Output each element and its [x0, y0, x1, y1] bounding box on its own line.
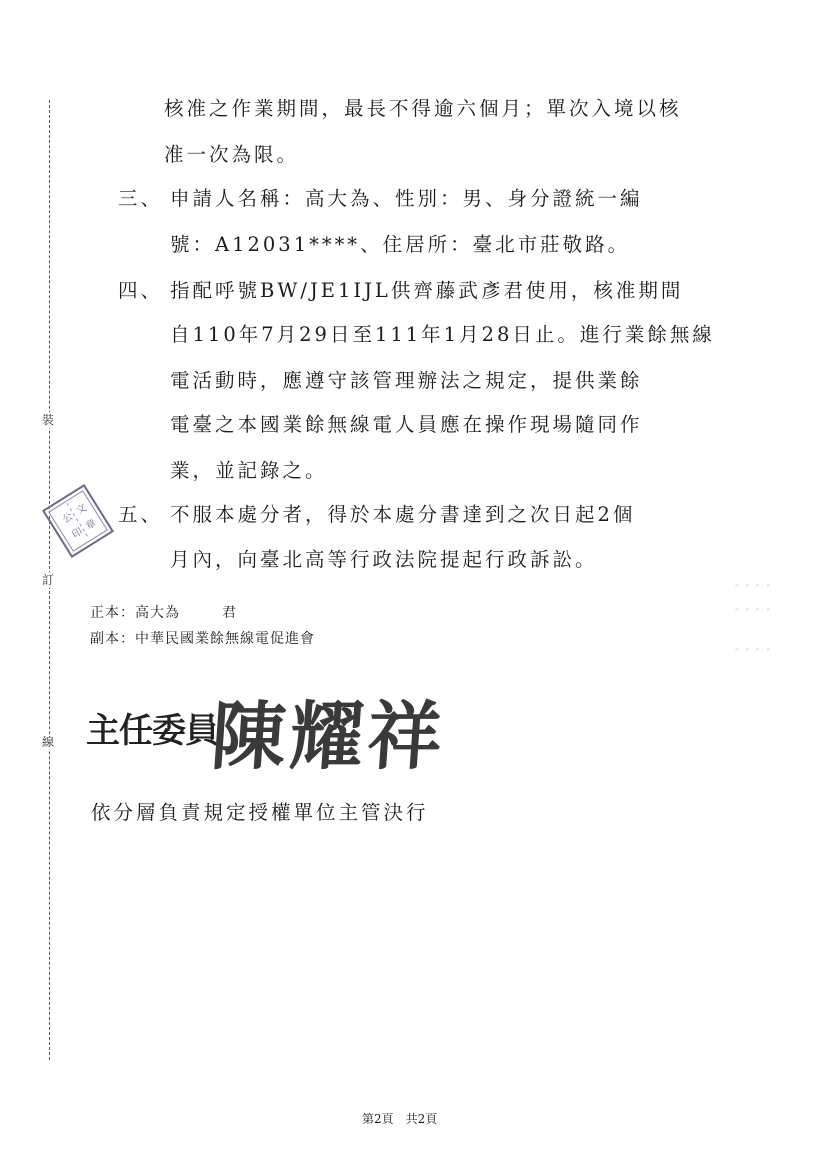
item-5-label: 五、: [118, 503, 164, 526]
item-5-line-1: 不服本處分者，得於本處分書達到之次日起2個: [170, 503, 636, 526]
body-continuation-line-1: 核准之作業期間，最長不得逾六個月；單次入境以核: [164, 97, 682, 120]
body-continuation-line-2: 准一次為限。: [164, 143, 300, 166]
binding-char-ding: 訂: [42, 573, 55, 587]
page-total: 共2頁: [405, 1112, 438, 1126]
item-4-line-5: 業，並記錄之。: [170, 459, 328, 482]
original-label: 正本：: [90, 605, 135, 621]
item-4-line-1: 指配呼號BW/JE1IJL供齊藤武彥君使用，核准期間: [170, 279, 684, 302]
item-5-line-2: 月內，向臺北高等行政法院提起行政訴訟。: [170, 548, 598, 571]
original-recipient: [90, 602, 237, 622]
original-suffix: 君: [222, 605, 237, 621]
svg-text:章: 章: [84, 517, 99, 533]
scan-smudge: - - - -: [734, 604, 772, 615]
item-3-label: 三、: [118, 187, 164, 210]
authority-note: 依分層負責規定授權單位主管決行: [91, 801, 429, 824]
svg-text:文: 文: [74, 502, 89, 518]
binding-char-xian: 線: [42, 735, 55, 749]
item-4-line-2: 自110年7月29日至111年1月28日止。進行業餘無線: [170, 323, 715, 346]
item-3-line-2: 號：A12031****、住居所：臺北市莊敬路。: [170, 233, 631, 256]
copy-label: 副本：: [90, 631, 135, 647]
scan-smudge: - - - -: [734, 644, 772, 655]
copy-recipient: [90, 628, 315, 648]
seal-stamp-icon: [41, 483, 116, 560]
item-4-line-3: 電活動時，應遵守該管理辦法之規定，提供業餘: [170, 369, 643, 392]
binding-char-zhuang: 裝: [42, 413, 55, 427]
scan-smudge: - - - -: [734, 580, 772, 591]
svg-text:印: 印: [70, 526, 85, 541]
item-4-label: 四、: [118, 279, 164, 302]
item-4-line-4: 電臺之本國業餘無線電人員應在操作現場隨同作: [170, 413, 643, 436]
original-name: 高大為: [135, 605, 180, 621]
signature-name: 陳耀祥: [208, 694, 449, 780]
svg-text:公: 公: [60, 511, 76, 526]
signature-title: 主任委員: [86, 711, 218, 751]
page-number: 第2頁: [362, 1112, 394, 1126]
item-3-line-1: 申請人名稱：高大為、性別：男、身分證統一編: [170, 187, 643, 210]
copy-name: 中華民國業餘無線電促進會: [135, 631, 315, 647]
page-footer: [362, 1110, 449, 1127]
